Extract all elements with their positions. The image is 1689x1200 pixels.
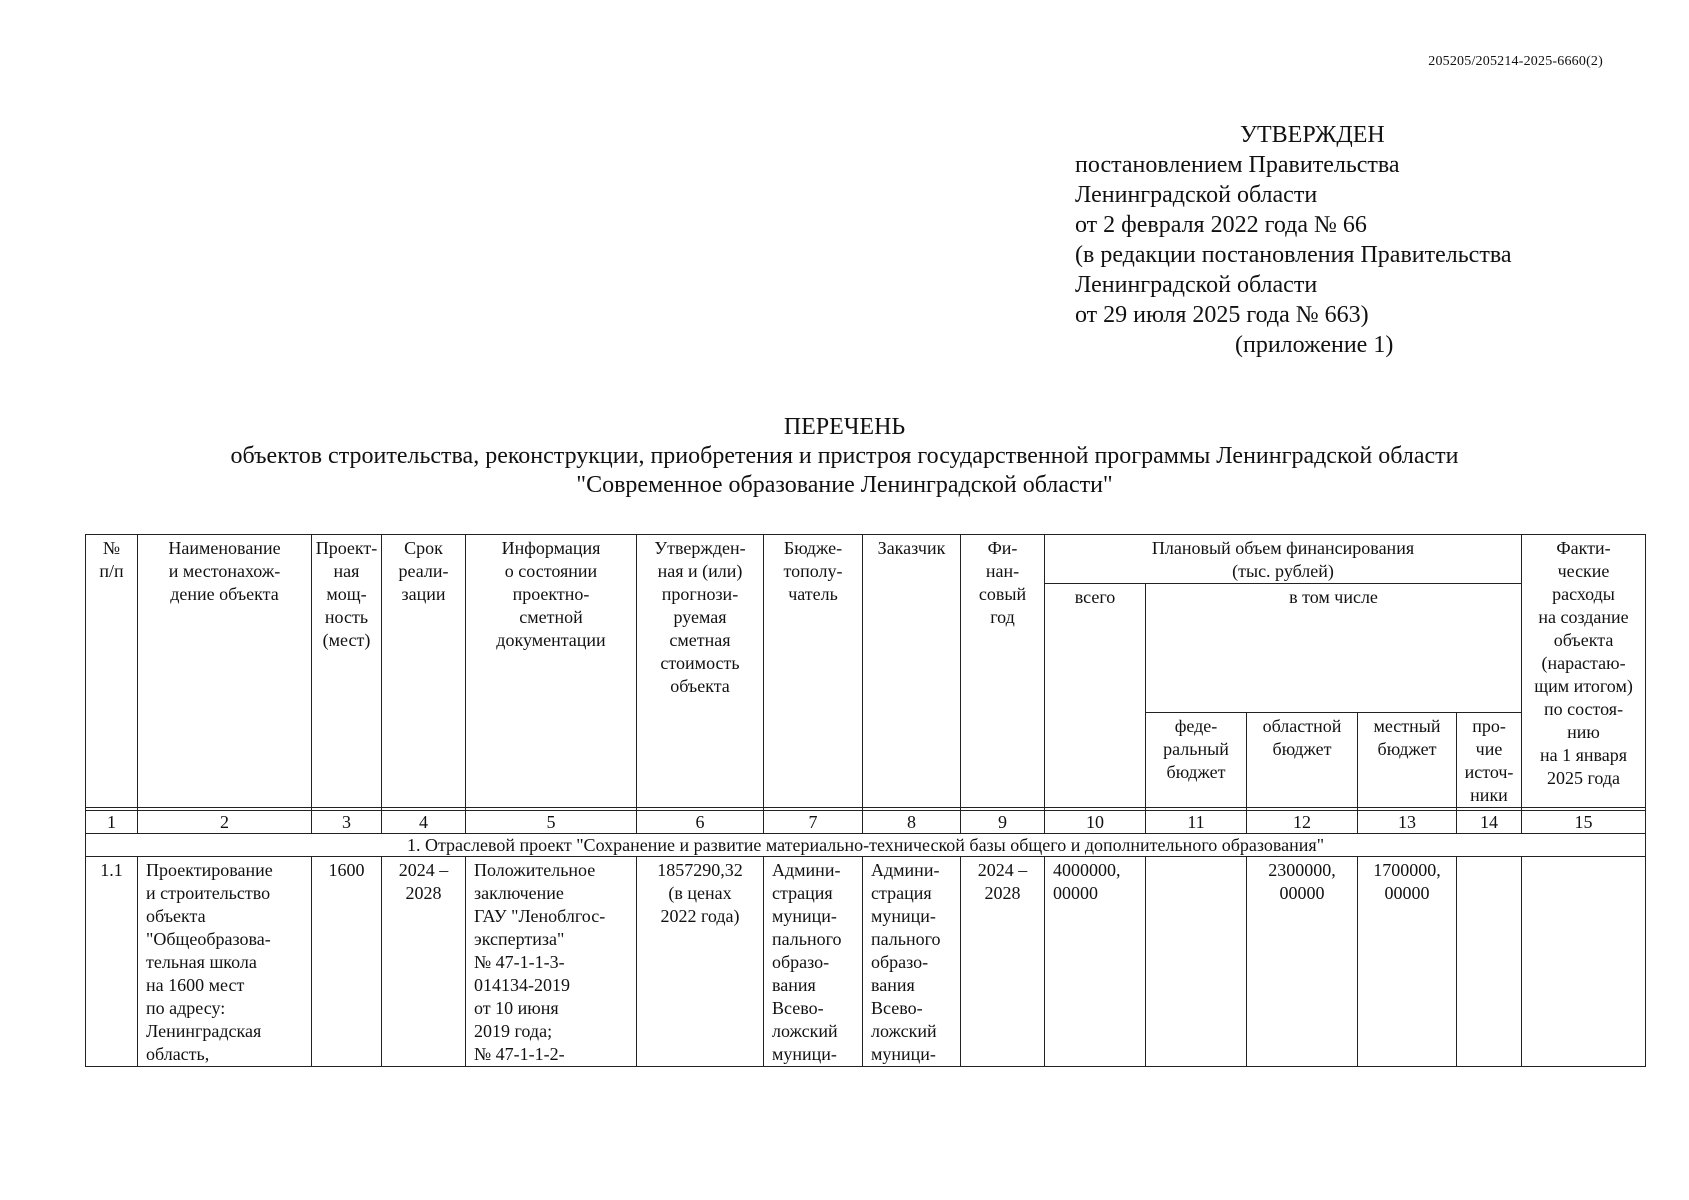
header-budget-recipient: Бюдже- тополу- чатель [764,535,863,808]
objects-table [85,534,1646,1067]
document-registration-number: 205205/205214-2025-6660(2) [1428,54,1603,69]
cell-term: 2024 – 2028 [382,857,466,1067]
cell-actual-expenses [1522,857,1646,1067]
approval-line: постановлением Правительства [1075,152,1400,178]
cell-other-sources [1457,857,1522,1067]
approval-line: Ленинградской области [1075,272,1318,298]
header-capacity: Проект- ная мощ- ность (мест) [312,535,382,808]
cell-num: 1.1 [86,857,138,1067]
section-row [86,834,1646,857]
column-number: 10 [1045,811,1146,834]
cell-financial-year: 2024 – 2028 [961,857,1045,1067]
header-total: всего [1045,584,1146,808]
column-number: 5 [466,811,637,834]
column-number: 14 [1457,811,1522,834]
column-number: 3 [312,811,382,834]
header-row [86,535,1646,584]
approval-heading: УТВЕРЖДЕН [1240,122,1385,148]
header-actual-expenses: Факти- ческие расходы на создание объекта (нарастаю- щим итогом) по состоя- нию на 1 января 2025 года [1522,535,1646,808]
header-documentation-info: Информация о состоянии проектно- сметной документации [466,535,637,808]
cell-total: 4000000, 00000 [1045,857,1146,1067]
header-regional-budget: областной бюджет [1247,713,1358,808]
title-subtitle-line: объектов строительства, реконструкции, приобретения и пристроя государственной программы Ленинградской области [230,443,1459,469]
cell-federal-budget [1146,857,1247,1067]
section-title: 1. Отраслевой проект "Сохранение и развитие материально-технической базы общего и дополнительного образования" [86,834,1646,857]
approval-stamp [1075,120,1512,360]
cell-documentation-info: Положительное заключение ГАУ "Леноблгос- экспертиза" № 47-1-1-3- 014134-2019 от 10 июня 2019 года; № 47-1-1-2- [466,857,637,1067]
column-number: 4 [382,811,466,834]
header-estimated-cost: Утвержден- ная и (или) прогнози- руемая сметная стоимость объекта [637,535,764,808]
header-name: Наименование и местонахож- дение объекта [138,535,312,808]
column-number: 6 [637,811,764,834]
approval-line: от 2 февраля 2022 года № 66 [1075,212,1367,238]
header-local-budget: местный бюджет [1358,713,1457,808]
column-number: 12 [1247,811,1358,834]
approval-line: (в редакции постановления Правительства [1075,242,1512,268]
header-planned-financing: Плановый объем финансирования (тыс. рублей) [1045,535,1522,584]
cell-estimated-cost: 1857290,32 (в ценах 2022 года) [637,857,764,1067]
approval-line: Ленинградской области [1075,182,1318,208]
column-number: 1 [86,811,138,834]
column-number: 7 [764,811,863,834]
header-financial-year: Фи- нан- совый год [961,535,1045,808]
cell-object-name: Проектирование и строительство объекта "Общеобразова- тельная школа на 1600 мест по адресу: Ленинградская область, [138,857,312,1067]
cell-regional-budget: 2300000, 00000 [1247,857,1358,1067]
title-heading: ПЕРЕЧЕНЬ [783,414,906,440]
column-number: 2 [138,811,312,834]
approval-line: от 29 июля 2025 года № 663) [1075,302,1369,328]
header-num: № п/п [86,535,138,808]
column-number: 15 [1522,811,1646,834]
title-program-name: "Современное образование Ленинградской области" [576,472,1113,498]
column-number: 8 [863,811,961,834]
document-title [0,413,1689,500]
cell-capacity: 1600 [312,857,382,1067]
column-number: 13 [1358,811,1457,834]
header-including: в том числе [1146,584,1522,713]
column-number: 9 [961,811,1045,834]
cell-customer: Админи- страция муници- пального образо- вания Всево- ложский муници- [863,857,961,1067]
header-term: Срок реали- зации [382,535,466,808]
header-other-sources: про- чие источ- ники [1457,713,1522,808]
cell-budget-recipient: Админи- страция муници- пального образо- вания Всево- ложский муници- [764,857,863,1067]
header-customer: Заказчик [863,535,961,808]
approval-appendix-note: (приложение 1) [1235,332,1394,358]
header-federal-budget: феде- ральный бюджет [1146,713,1247,808]
table-row [86,857,1646,1067]
column-number: 11 [1146,811,1247,834]
cell-local-budget: 1700000, 00000 [1358,857,1457,1067]
column-number-row [86,811,1646,834]
